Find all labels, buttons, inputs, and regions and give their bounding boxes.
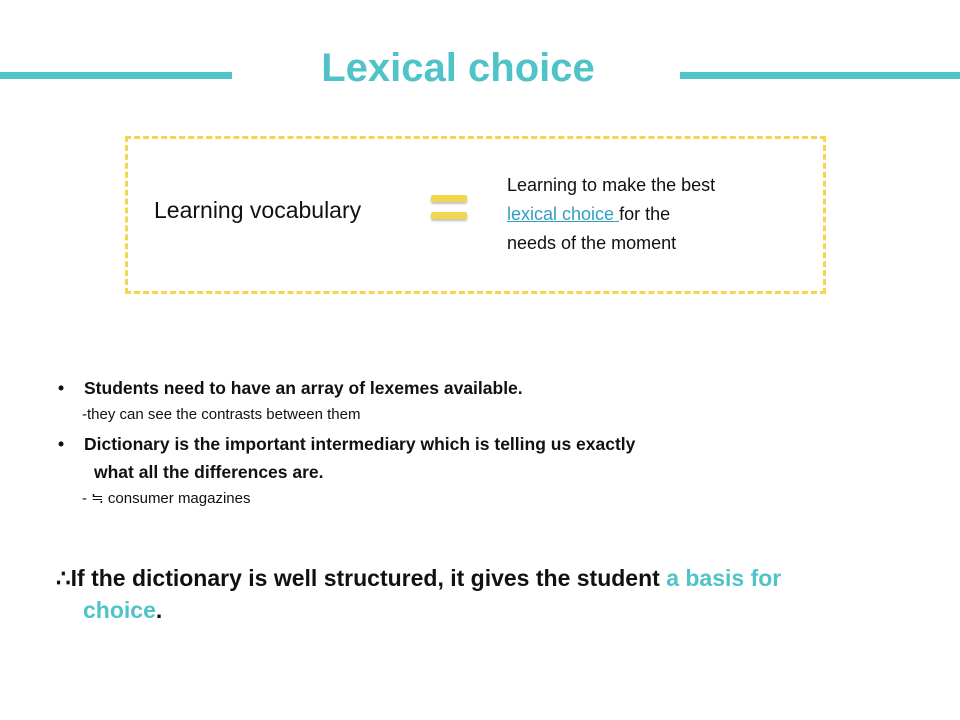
definition-line-1: Learning to make the best (507, 175, 716, 195)
bullet-marker: • (58, 378, 65, 398)
definition-text (507, 171, 715, 258)
conclusion-highlight-2: choice (83, 597, 156, 623)
equals-icon (431, 192, 467, 224)
bullet-text: Students need to have an array of lexemes available. (84, 378, 523, 398)
conclusion-highlight-1: a basis for (666, 565, 782, 591)
bullet-item (58, 374, 938, 402)
bullet-item (58, 430, 938, 486)
slide-title: Lexical choice (321, 46, 595, 90)
bullet-subtext: - ≒ consumer magazines (82, 490, 251, 507)
definition-line-3: needs of the moment (507, 233, 677, 253)
conclusion-line-2 (56, 594, 916, 626)
definition-line-2-rest: for the (619, 204, 671, 224)
bullet-text-continued: what all the differences are. (94, 462, 324, 482)
definition-line-2 (507, 200, 715, 229)
bullet-subtext: -they can see the contrasts between them (82, 406, 361, 423)
therefore-symbol: ∴ (56, 565, 71, 591)
conclusion-text: If the dictionary is well structured, it gives the student (70, 565, 667, 591)
lexical-choice-link[interactable]: lexical choice (507, 204, 620, 224)
conclusion (56, 562, 916, 626)
bullet-text: Dictionary is the important intermediary which is telling us exactly (84, 434, 636, 454)
conclusion-end: . (155, 597, 163, 623)
bullet-marker: • (58, 434, 65, 454)
bullet-list (58, 374, 938, 514)
left-term: Learning vocabulary (154, 197, 362, 223)
